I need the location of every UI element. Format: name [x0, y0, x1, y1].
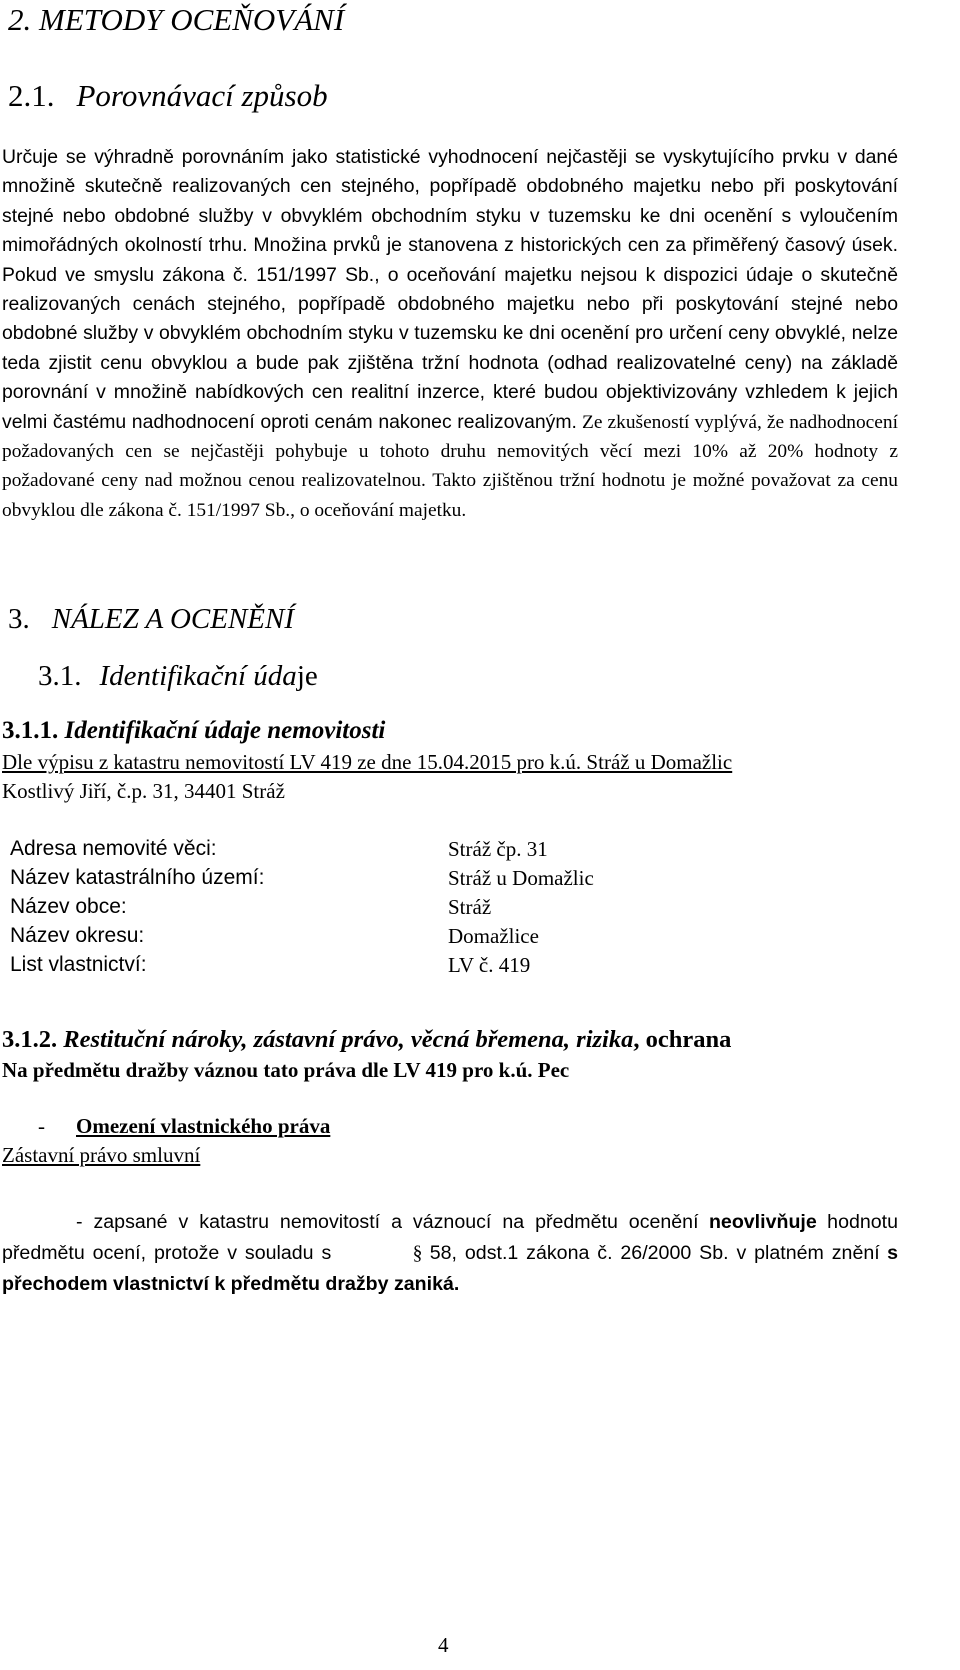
ident-label: Název okresu:	[10, 924, 145, 947]
section-number: 3.1.1.	[2, 717, 59, 744]
paragraph-zastavni	[2, 1207, 898, 1300]
ident-row	[10, 895, 910, 923]
ident-value: Stráž	[448, 895, 492, 919]
section-number: 2.1.	[8, 78, 55, 113]
ident-label: Název katastrálního území:	[10, 866, 265, 889]
paragraph-part-b: Množina prvků je stanovena z historických cen za přiměřený časový úsek.	[253, 234, 898, 257]
section-3-1-2-heading	[2, 1026, 731, 1054]
paragraph-porovnavaci	[2, 143, 898, 525]
ident-row	[10, 837, 910, 865]
paragraph-part-a: - zapsané v katastru nemovitostí a váznoucí na předmětu ocenění	[76, 1211, 699, 1233]
ident-row	[10, 924, 910, 952]
ident-value: Stráž čp. 31	[448, 837, 548, 861]
ident-value: Stráž u Domažlic	[448, 866, 594, 890]
paragraph-part-a: Určuje se výhradně porovnáním jako statistické vyhodnocení nejčastěji se vyskytujícího prvku v dané množině skutečně realizovaných cen stejného, popřípadě obdobného majetku nebo při poskytování stejné nebo obdobné služby v obvyklém obchodním styku v tuzemsku ke dni ocenění s vyloučením mimořádných okolností trhu.	[2, 146, 898, 257]
list-dash: -	[38, 1114, 45, 1138]
lv-source-line: Dle výpisu z katastru nemovitostí LV 419 ze dne 15.04.2015 pro k.ú. Stráž u Domažlic	[2, 750, 733, 774]
chapter-3-heading	[8, 603, 294, 636]
chapter-title: NÁLEZ A OCENĚNÍ	[51, 603, 295, 635]
pledge-title: Zástavní právo smluvní	[2, 1143, 201, 1167]
section-title: Restituční nároky, zástavní právo, věcná břemena, rizika	[63, 1026, 634, 1053]
section-3-1-heading	[38, 660, 318, 693]
section-title-end: je	[296, 660, 318, 692]
ident-label: List vlastnictví:	[10, 953, 147, 976]
section-3-1-1-heading	[2, 717, 385, 745]
section-number: 3.1.	[38, 660, 82, 692]
section-number: 3.1.2.	[2, 1026, 58, 1053]
paragraph-part-c: hodnotu předmětu ocení, protože v souladu s	[2, 1211, 898, 1264]
paragraph-part-c: Pokud ve smyslu zákona č. 151/1997 Sb.	[2, 263, 375, 286]
owner-line: Kostlivý Jiří, č.p. 31, 34401 Stráž	[2, 779, 285, 803]
section-sign-icon: §	[412, 1243, 423, 1264]
ident-label: Název obce:	[10, 895, 127, 918]
paragraph-part-e: Ze zkušeností vyplývá, že nadhodnocení požadovaných cen se nejčastěji pohybuje u tohoto druhu nemovitých věcí mezi 10% až 20% hodnoty z požadované ceny nad možnou cenou realizovatelnou. Takto zjištěnou tržní hodnotu je možné považovat za cenu obvyklou dle zákona č. 151/1997 Sb., o oceňování majetku.	[2, 411, 898, 521]
section-title-end: , ochrana	[633, 1026, 732, 1053]
section-title: Identifikační údaje nemovitosti	[64, 717, 386, 744]
section-title: Porovnávací způsob	[76, 78, 328, 113]
ident-label: Adresa nemovité věci:	[10, 837, 217, 860]
ident-value: Domažlice	[448, 924, 539, 948]
encumbrance-intro: Na předmětu dražby váznou tato práva dle LV 419 pro k.ú. Pec	[2, 1058, 570, 1082]
ident-value: LV č. 419	[448, 953, 531, 977]
page-number: 4	[438, 1633, 449, 1657]
ident-row	[10, 953, 910, 981]
section-title: Identifikační úda	[99, 660, 297, 692]
paragraph-part-d: , o oceňování majetku nejsou k dispozici údaje o skutečně realizovaných cenách stejného, popřípadě obdobného majetku nebo při poskytování stejné nebo obdobné služby v obvyklém obchodním styku v tuzemsku ke dni ocenění pro určení ceny obvyklé, nelze teda zjistit cenu obvyklou a bude pak zjištěna tržní hodnota (odhad realizovatelné ceny) na základě porovnání v množině nabídkových cen realitní inzerce, které budou objektivizovány vzhledem k jejich velmi častému nadhodnocení oproti cenám nakonec realizovaným.	[2, 263, 898, 433]
paragraph-bold-neovlivnuje: neovlivňuje	[708, 1211, 817, 1233]
chapter-number: 3.	[8, 603, 30, 635]
paragraph-part-d: 58, odst.1 zákona č. 26/2000 Sb. v platném znění	[429, 1242, 880, 1264]
paragraph-bold-end: s přechodem vlastnictví k předmětu dražby zaniká.	[2, 1242, 898, 1295]
chapter-2-heading: 2. METODY OCEŇOVÁNÍ	[8, 2, 345, 37]
section-2-1-heading	[8, 78, 328, 114]
restriction-title: Omezení vlastnického práva	[76, 1114, 331, 1138]
ident-row	[10, 866, 910, 894]
